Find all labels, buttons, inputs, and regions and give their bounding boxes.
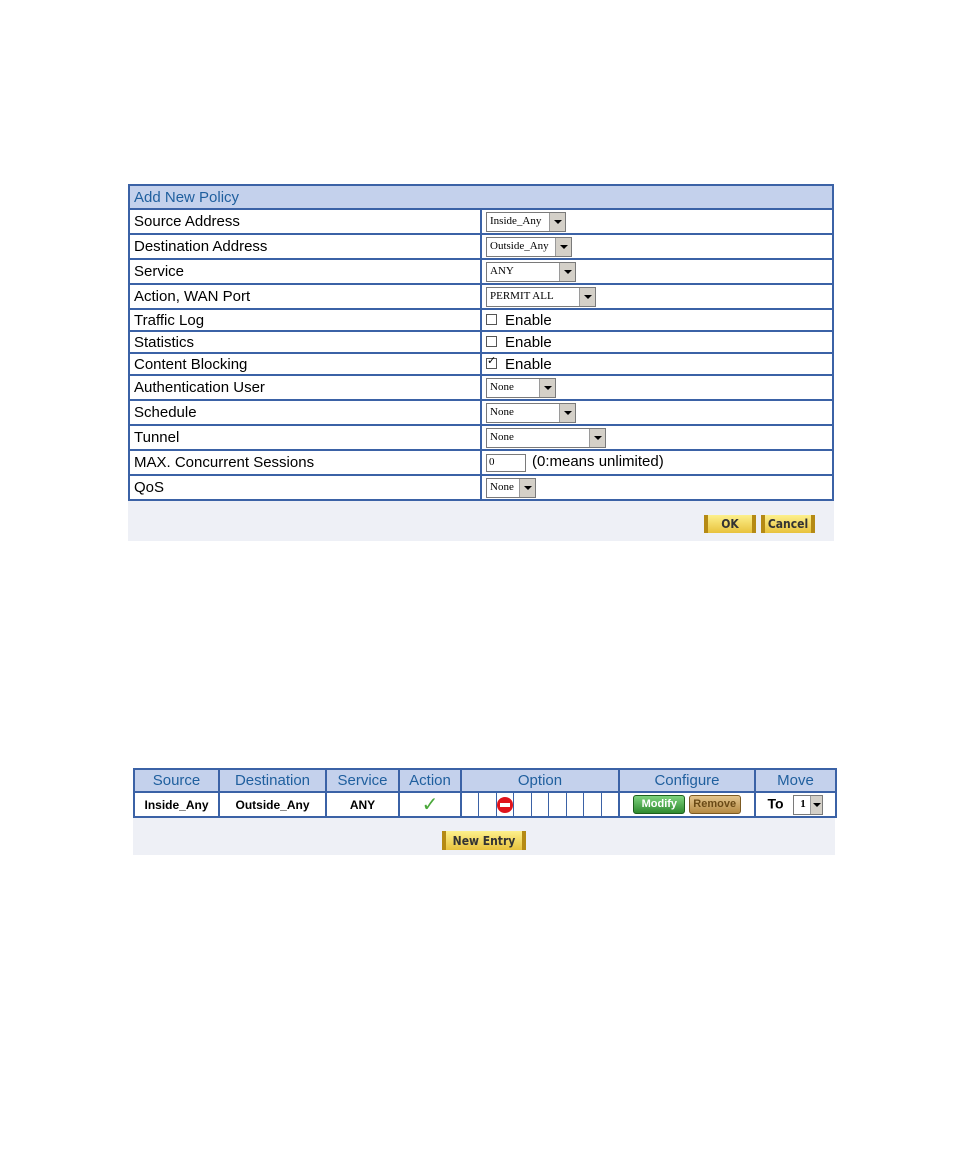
qos-label: QoS [129,475,481,500]
header-move: Move [755,769,836,792]
tunnel-select[interactable]: None [486,428,606,448]
row-destination: Outside_Any [219,792,326,817]
header-source: Source [134,769,219,792]
service-select[interactable]: ANY [486,262,576,282]
new-entry-button[interactable]: New Entry [442,831,526,850]
max-sessions-input[interactable]: 0 [486,454,526,472]
statistics-label: Statistics [129,331,481,353]
table-row [134,792,836,817]
header-option: Option [461,769,619,792]
chevron-down-icon [589,429,605,447]
option-grid [462,793,618,816]
traffic-log-checkbox[interactable] [486,314,497,325]
chevron-down-icon [559,263,575,281]
form-header [129,185,833,209]
authentication-user-row [129,375,833,400]
ok-button[interactable]: OK [704,515,756,533]
statistics-checkbox[interactable] [486,336,497,347]
form-title: Add New Policy [129,185,833,209]
add-new-policy-form [128,184,834,541]
source-address-label: Source Address [129,209,481,234]
source-address-row [129,209,833,234]
tunnel-label: Tunnel [129,425,481,450]
content-blocking-label: Content Blocking [129,353,481,375]
traffic-log-label: Traffic Log [129,309,481,331]
remove-button[interactable]: Remove [689,795,741,814]
service-row [129,259,833,284]
traffic-log-enable-label: Enable [505,311,552,329]
chevron-down-icon [579,288,595,306]
chevron-down-icon [519,479,535,497]
header-configure: Configure [619,769,755,792]
schedule-row [129,400,833,425]
action-wan-port-label: Action, WAN Port [129,284,481,309]
max-sessions-label: MAX. Concurrent Sessions [129,450,481,475]
move-position-select[interactable]: 1 [793,795,823,815]
chevron-down-icon [549,213,565,231]
row-service: ANY [326,792,399,817]
tunnel-row [129,425,833,450]
content-blocking-row [129,353,833,375]
header-action: Action [399,769,461,792]
stop-icon [497,797,513,813]
content-blocking-checkbox[interactable] [486,358,497,369]
schedule-select[interactable]: None [486,403,576,423]
destination-address-label: Destination Address [129,234,481,259]
authentication-user-label: Authentication User [129,375,481,400]
form-footer [128,501,834,541]
service-label: Service [129,259,481,284]
destination-address-select[interactable]: Outside_Any [486,237,572,257]
action-wan-port-row [129,284,833,309]
traffic-log-row [129,309,833,331]
authentication-user-select[interactable]: None [486,378,556,398]
check-icon: ✓ [421,793,439,816]
chevron-down-icon [539,379,555,397]
header-service: Service [326,769,399,792]
schedule-label: Schedule [129,400,481,425]
max-sessions-hint: (0:means unlimited) [532,453,664,471]
list-footer [133,818,835,855]
chevron-down-icon [555,238,571,256]
source-address-select[interactable]: Inside_Any [486,212,566,232]
cancel-button[interactable]: Cancel [761,515,815,533]
qos-row [129,475,833,500]
policy-list-table [133,768,835,855]
qos-select[interactable]: None [486,478,536,498]
chevron-down-icon [559,404,575,422]
max-sessions-row [129,450,833,475]
destination-address-row [129,234,833,259]
chevron-down-icon [810,796,822,814]
row-source: Inside_Any [134,792,219,817]
policy-list-header [134,769,836,792]
move-to-label: To [767,795,784,812]
modify-button[interactable]: Modify [633,795,685,814]
header-destination: Destination [219,769,326,792]
statistics-row [129,331,833,353]
statistics-enable-label: Enable [505,333,552,351]
action-wan-port-select[interactable]: PERMIT ALL [486,287,596,307]
content-blocking-enable-label: Enable [505,355,552,373]
